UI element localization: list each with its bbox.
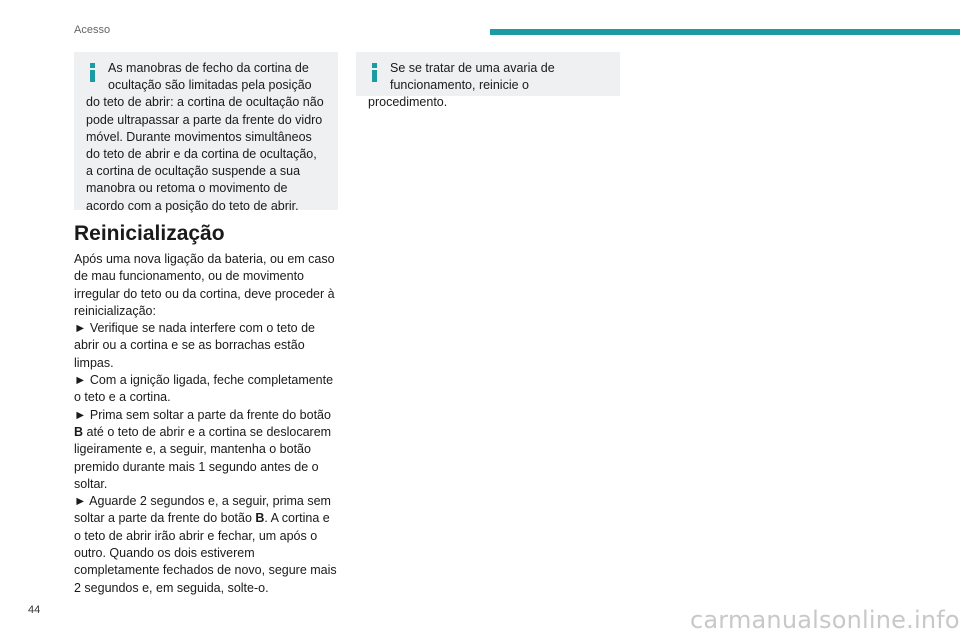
header-accent-bar bbox=[490, 29, 960, 35]
step-item bbox=[74, 320, 340, 372]
bullet-marker: ► bbox=[74, 321, 90, 336]
step-text: Verifique se nada interfere com o teto de abrir ou a cortina e se as borrachas estão limpas. bbox=[74, 321, 315, 370]
bullet-marker: ► bbox=[74, 494, 90, 509]
step-text: até o teto de abrir e a cortina se deslocarem ligeiramente e, a seguir, mantenha o botão premido durante mais 1 segundo antes de o soltar. bbox=[74, 424, 332, 491]
button-label: B bbox=[74, 424, 84, 439]
bullet-marker: ► bbox=[74, 373, 90, 388]
intro-paragraph: Após uma nova ligação da bateria, ou em caso de mau funcionamento, ou de movimento irregular do teto ou da cortina, deve proceder à reinicialização: bbox=[74, 252, 335, 318]
note-text: Se se tratar de uma avaria de funcionamento, reinicie o procedimento. bbox=[368, 61, 555, 110]
step-text: . A cortina e o teto de abrir irão abrir e fechar, um após o outro. Quando os dois estiverem completamente fechados de novo, segure mais 2 segundos e, em seguida, solte-o. bbox=[74, 511, 337, 595]
info-note-malfunction bbox=[356, 52, 620, 110]
info-icon bbox=[368, 63, 382, 81]
page-number: 44 bbox=[28, 604, 41, 616]
button-label: B bbox=[255, 511, 265, 526]
watermark: carmanualsonline.info bbox=[690, 606, 960, 634]
step-item bbox=[74, 372, 340, 407]
section-body bbox=[74, 251, 340, 597]
note-text: As manobras de fecho da cortina de ocultação são limitadas pela posição do teto de abrir: a cortina de ocultação não pode ultrapassar a parte da frente do vidro móvel. Durante movimentos simultâneos do teto de abrir e da cortina de ocultação, a cortina de ocultação suspende a sua manobra ou retoma o movimento de acordo com a posição do teto de abrir. bbox=[86, 61, 324, 213]
step-text: Com a ignição ligada, feche completamente o teto e a cortina. bbox=[74, 373, 334, 405]
step-item bbox=[74, 407, 340, 493]
header-section-title: Acesso bbox=[74, 24, 111, 36]
step-text: Aguarde 2 segundos e, a seguir, prima sem soltar a parte da frente do botão bbox=[74, 494, 331, 526]
info-icon bbox=[86, 63, 100, 81]
info-note-sunblind bbox=[74, 52, 338, 213]
section-title: Reinicialização bbox=[74, 222, 225, 245]
step-text: Prima sem soltar a parte da frente do botão bbox=[89, 407, 331, 422]
bullet-marker: ► bbox=[74, 407, 90, 422]
step-item bbox=[74, 493, 340, 597]
